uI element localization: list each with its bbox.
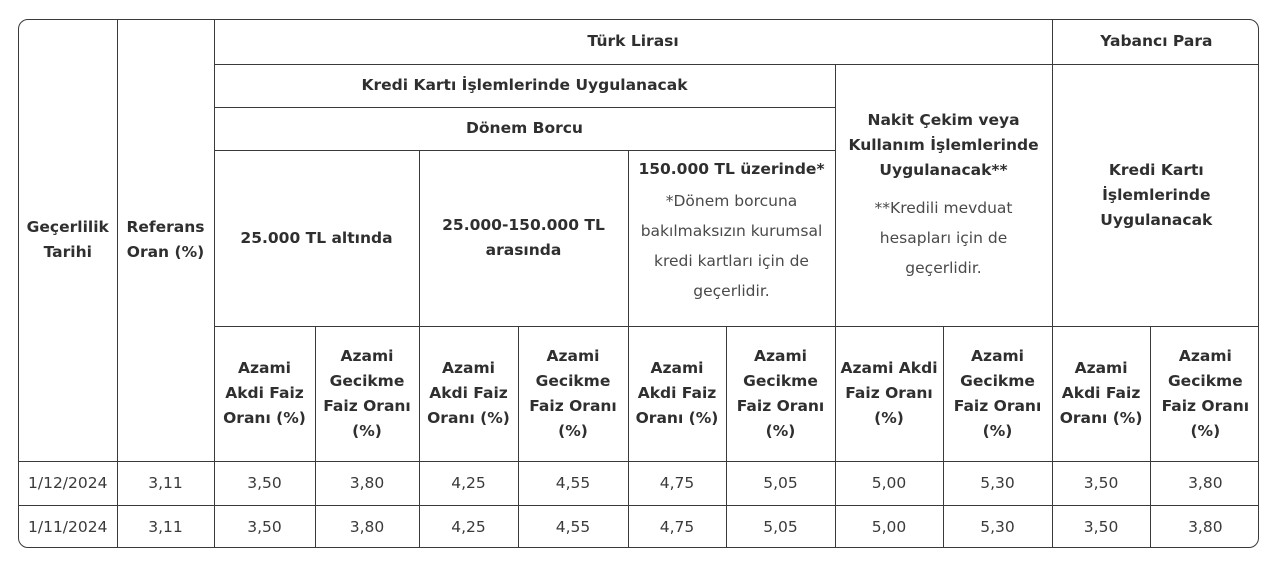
header-turkish-lira: Türk Lirası (214, 20, 1052, 64)
col-cash-late-rate: Azami Gecikme Faiz Oranı (%) (943, 326, 1052, 461)
cash-withdrawal-note: **Kredili mevduat hesapları için de geçerlidir. (874, 198, 1013, 277)
cell-value: 5,00 (835, 505, 943, 548)
header-tier-25k-150k: 25.000-150.000 TL arasında (419, 150, 628, 326)
header-credit-card-ops: Kredi Kartı İşlemlerinde Uygulanacak (214, 64, 835, 107)
interest-rate-table-frame (18, 19, 1259, 548)
cell-date: 1/11/2024 (19, 505, 117, 548)
cell-value: 3,50 (1052, 461, 1150, 505)
cell-value: 4,55 (518, 505, 628, 548)
cell-value: 3,50 (214, 461, 315, 505)
col-cash-contract-rate: Azami Akdi Faiz Oranı (%) (835, 326, 943, 461)
col-tier3-contract-rate: Azami Akdi Faiz Oranı (%) (628, 326, 726, 461)
col-tier2-contract-rate: Azami Akdi Faiz Oranı (%) (419, 326, 518, 461)
cell-value: 3,80 (315, 505, 419, 548)
col-fx-contract-rate: Azami Akdi Faiz Oranı (%) (1052, 326, 1150, 461)
cell-value: 5,30 (943, 461, 1052, 505)
col-tier1-late-rate: Azami Gecikme Faiz Oranı (%) (315, 326, 419, 461)
col-fx-late-rate: Azami Gecikme Faiz Oranı (%) (1150, 326, 1259, 461)
cell-reference-rate: 3,11 (117, 461, 214, 505)
col-tier3-late-rate: Azami Gecikme Faiz Oranı (%) (726, 326, 835, 461)
cell-value: 4,25 (419, 505, 518, 548)
header-fx-credit-card-ops: Kredi Kartı İşlemlerinde Uygulanacak (1052, 64, 1259, 326)
header-tier-under-25k: 25.000 TL altında (214, 150, 419, 326)
col-tier2-late-rate: Azami Gecikme Faiz Oranı (%) (518, 326, 628, 461)
cell-value: 4,25 (419, 461, 518, 505)
cell-value: 5,00 (835, 461, 943, 505)
header-tier-over-150k (628, 150, 835, 326)
header-period-debt: Dönem Borcu (214, 107, 835, 150)
cell-value: 4,75 (628, 461, 726, 505)
tier-over-150k-title: 150.000 TL üzerinde* (638, 159, 825, 178)
col-tier1-contract-rate: Azami Akdi Faiz Oranı (%) (214, 326, 315, 461)
cell-value: 3,50 (1052, 505, 1150, 548)
cell-value: 5,05 (726, 505, 835, 548)
cell-value: 3,50 (214, 505, 315, 548)
header-validity-date: Geçerlilik Tarihi (19, 20, 117, 461)
table-row (19, 461, 1259, 505)
header-foreign-currency: Yabancı Para (1052, 20, 1259, 64)
cell-value: 3,80 (315, 461, 419, 505)
cash-withdrawal-title: Nakit Çekim veya Kullanım İşlemlerinde Uygulanacak** (848, 110, 1039, 179)
header-cash-withdrawal (835, 64, 1052, 326)
cell-value: 4,55 (518, 461, 628, 505)
header-reference-rate: Referans Oran (%) (117, 20, 214, 461)
cell-date: 1/12/2024 (19, 461, 117, 505)
cell-reference-rate: 3,11 (117, 505, 214, 548)
table-row (19, 505, 1259, 548)
cell-value: 5,05 (726, 461, 835, 505)
cell-value: 3,80 (1150, 505, 1259, 548)
cell-value: 5,30 (943, 505, 1052, 548)
cell-value: 3,80 (1150, 461, 1259, 505)
tier-over-150k-note: *Dönem borcuna bakılmaksızın kurumsal kredi kartları için de geçerlidir. (640, 191, 823, 300)
interest-rate-table (19, 20, 1259, 548)
cell-value: 4,75 (628, 505, 726, 548)
